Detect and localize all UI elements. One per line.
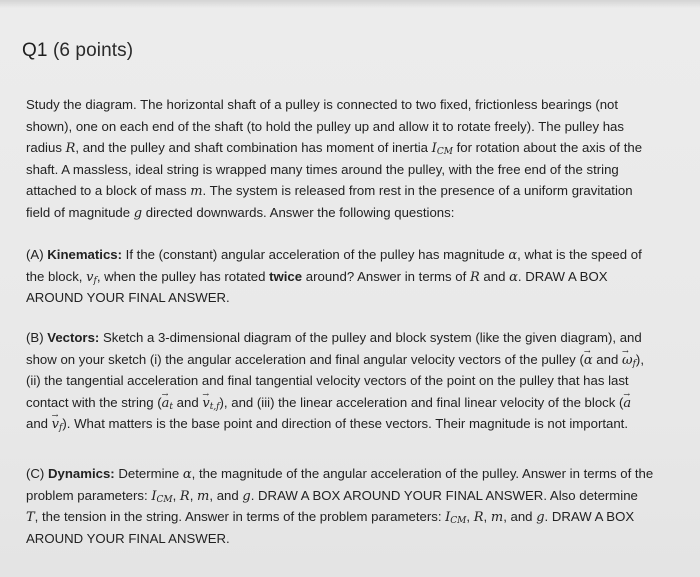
part-a-paragraph	[26, 244, 690, 309]
part-c-line-1: (C) Dynamics: Determine α, the magnitude of the angular acceleration of the pulley. Answer in terms of the	[26, 466, 654, 482]
part-c-line-4: AROUND YOUR FINAL ANSWER.	[26, 530, 230, 546]
part-b-line-2: show on your sketch (i) the angular acceleration and final angular velocity vectors of the pulley (→ α and → $\omega_f$),	[26, 349, 690, 371]
intro-paragraph	[26, 94, 690, 224]
intro-line-6: field of magnitude g directed downwards. Answer the following questions:	[26, 204, 455, 221]
intro-line-5: attached to a block of mass m. The system is released from rest in the presence of a uniform gravitation	[26, 183, 633, 200]
part-b-paragraph	[26, 327, 690, 435]
part-b-line-4: contact with the string (→ $a_t$ and → $v_{t,f}$), and (iii) the linear acceleration and final linear velocity of the block (→ a	[26, 392, 690, 414]
part-b-line-1: (B) Vectors: Sketch a 3-dimensional diagram of the pulley and block system (like the given diagram), and	[26, 330, 642, 345]
part-b-line-5: and → $v_f$). What matters is the base point and direction of these vectors. Their magnitude is not important.	[26, 413, 690, 435]
part-b-line-3: (ii) the tangential acceleration and final tangential velocity vectors of the point on the pulley that has last	[26, 373, 629, 389]
intro-line-1: Study the diagram. The horizontal shaft of a pulley is connected to two fixed, frictionless bearings (not	[26, 97, 619, 112]
intro-line-4: shaft. A massless, ideal string is wrapped many times around the pulley, with the free end of the string	[26, 161, 619, 177]
part-c-paragraph	[26, 463, 690, 549]
question-points: (6 points)	[52, 40, 134, 61]
intro-line-3: radius R, and the pulley and shaft combination has moment of inertia $I_{CM}$ for rotation about the axis of the	[26, 140, 643, 158]
part-c-line-3: T, the tension in the string. Answer in terms of the problem parameters: $I_{CM}$, R, m, and g. DRAW A BOX	[26, 509, 635, 527]
page-shadow	[0, 0, 700, 8]
part-c-line-2: problem parameters: $I_{CM}$, R, m, and g. DRAW A BOX AROUND YOUR FINAL ANSWER. Also determine	[26, 487, 638, 505]
intro-line-2: shown), one on each end of the shaft (to hold the pulley up and allow it to rotate freely). The pulley has	[26, 118, 624, 134]
part-a-line-3: AROUND YOUR FINAL ANSWER.	[26, 290, 230, 306]
part-a-line-2: the block, $v_f$, when the pulley has rotated twice around? Answer in terms of R and α. DRAW A BOX	[26, 268, 608, 286]
question-title	[22, 40, 133, 62]
part-a-line-1: (A) Kinematics: If the (constant) angular acceleration of the pulley has magnitude α, what is the speed of	[26, 247, 642, 263]
question-number: Q1	[22, 40, 48, 61]
